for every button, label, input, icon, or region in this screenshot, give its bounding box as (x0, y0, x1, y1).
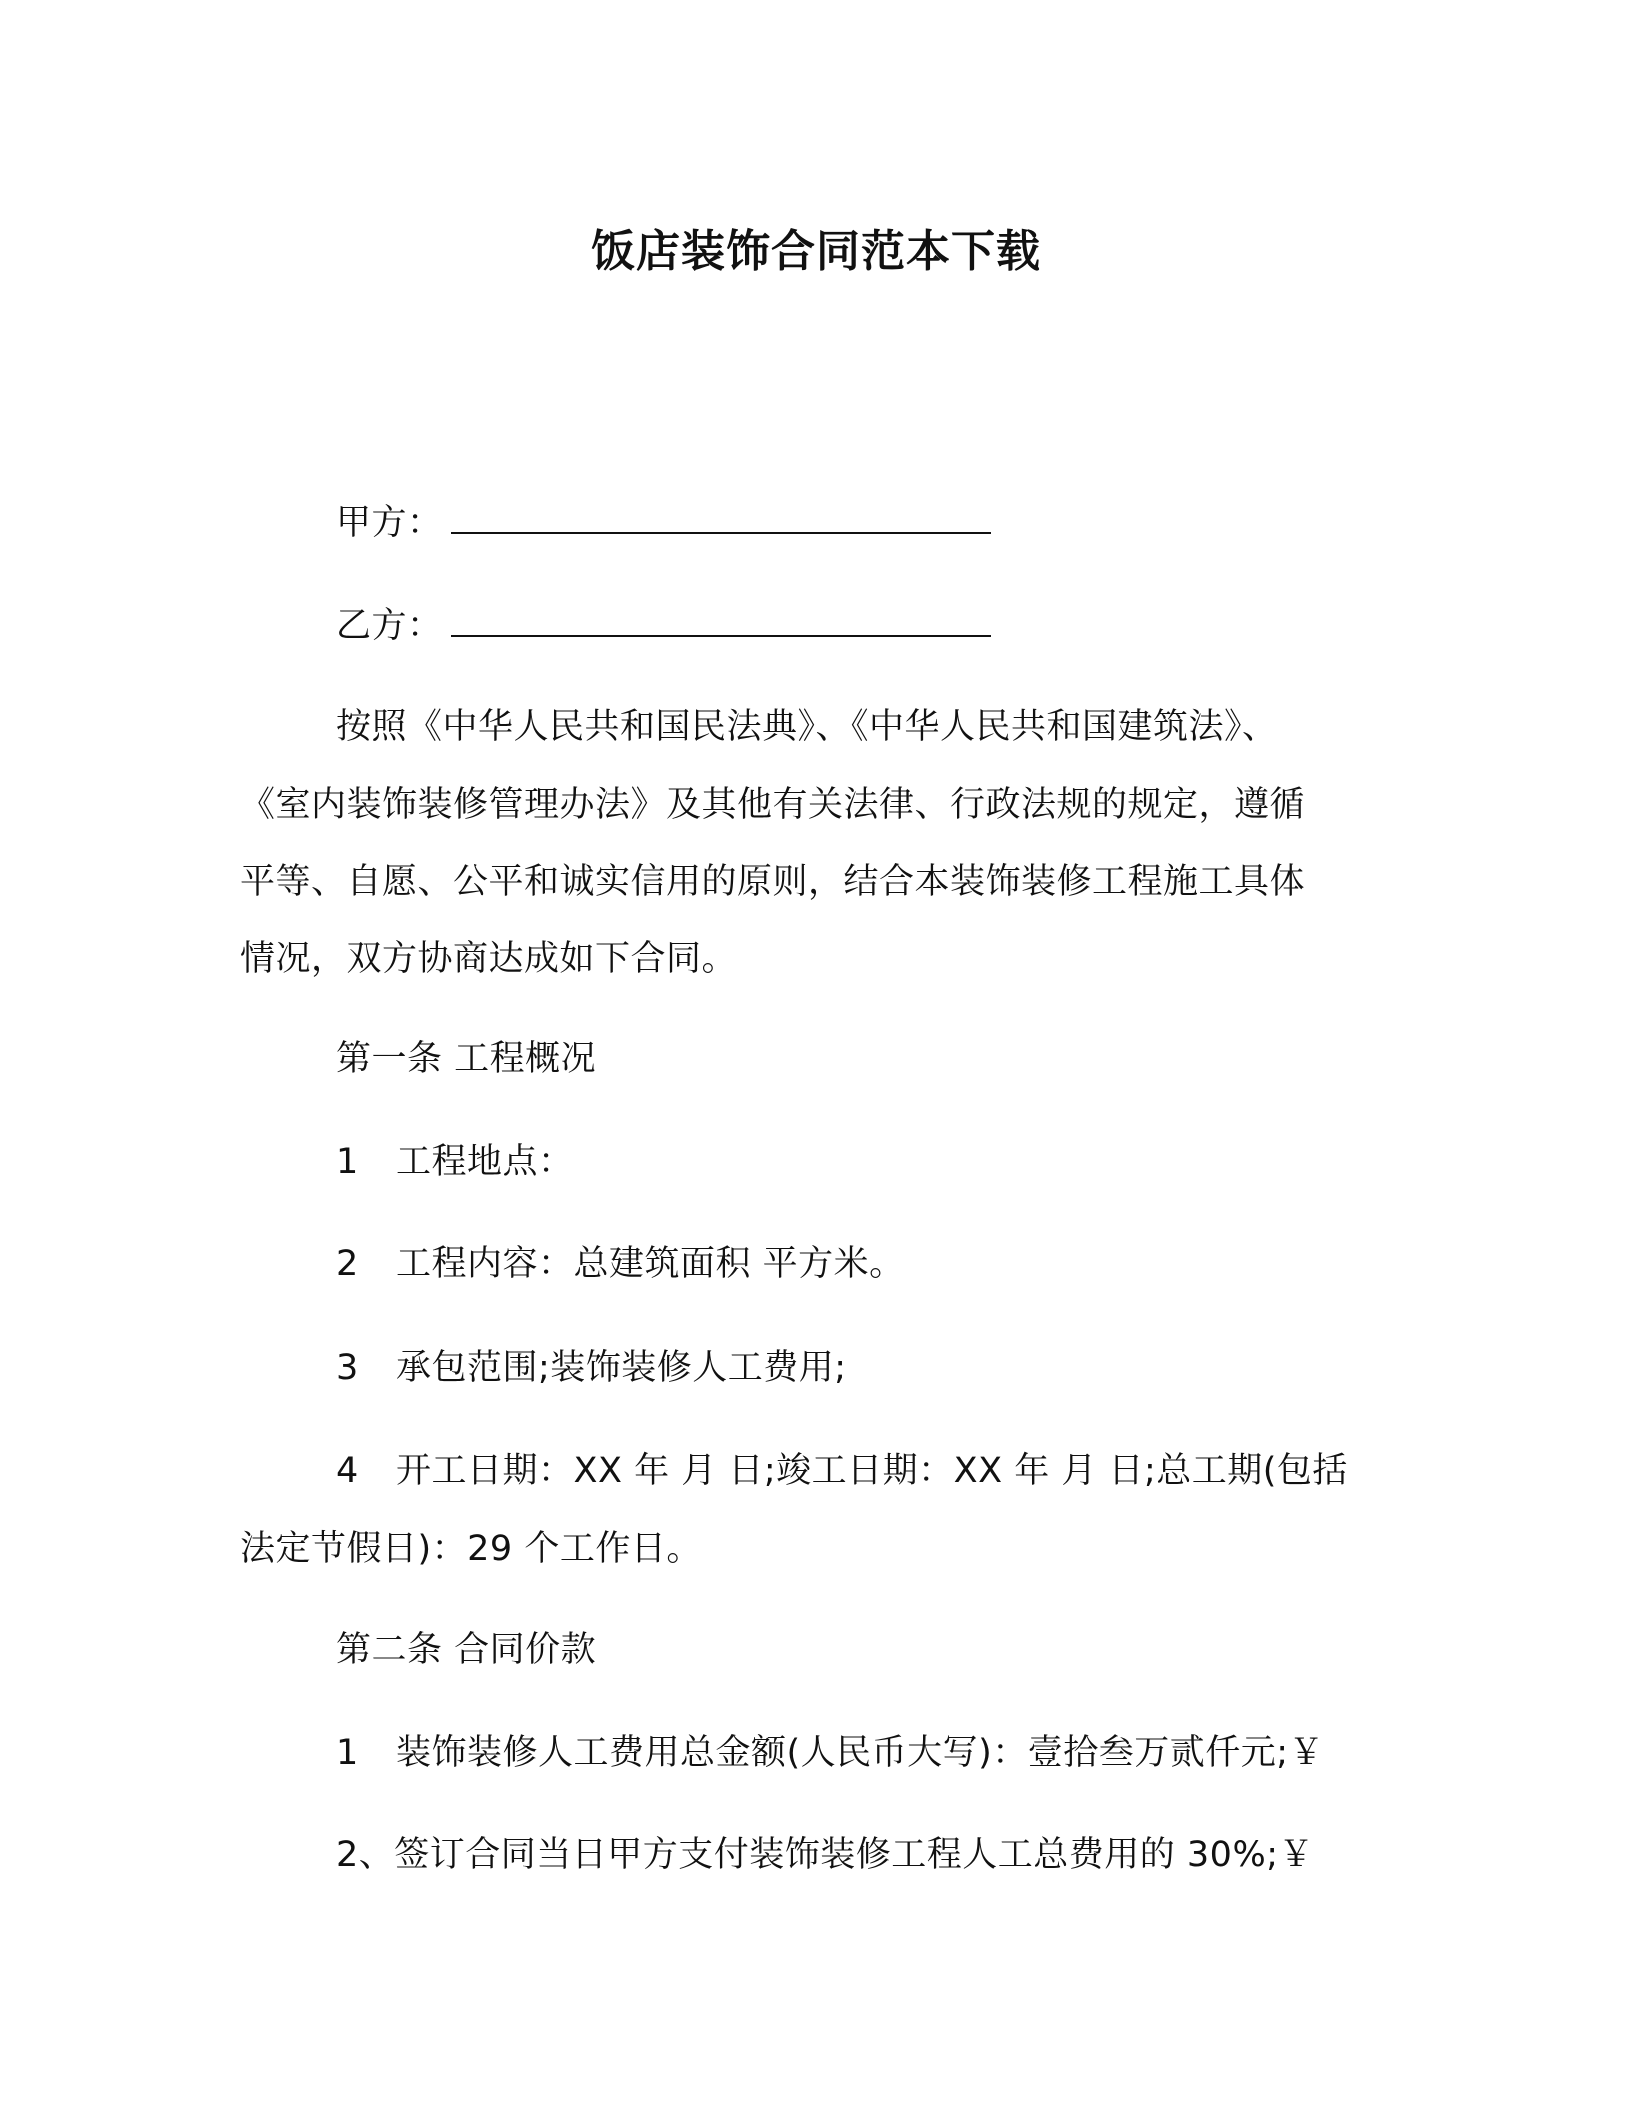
party-b-blank (451, 601, 991, 637)
article-1-item-3 (336, 1344, 847, 1392)
item-text: 签订合同当日甲方支付装饰装修工程人工总费用的 30%;￥ (394, 1835, 1314, 1875)
party-b-label: 乙方： (336, 606, 443, 646)
preamble-line-3: 平等、自愿、公平和诚实信用的原则，结合本装饰装修工程施工具体 (240, 862, 1306, 902)
item-text: 装饰装修人工费用总金额(人民币大写)：壹拾叁万贰仟元;￥ (396, 1733, 1325, 1773)
item-number: 2 (336, 1244, 359, 1284)
item-text: 开工日期：XX 年 月 日;竣工日期：XX 年 月 日;总工期(包括 (396, 1451, 1348, 1491)
article-2-heading: 第二条 合同价款 (336, 1630, 597, 1670)
preamble-line-2: 《室内装饰装修管理办法》及其他有关法律、行政法规的规定，遵循 (240, 785, 1306, 825)
item-text: 工程内容：总建筑面积 平方米。 (396, 1244, 905, 1284)
item-number: 2、 (336, 1835, 395, 1875)
party-b-line (336, 601, 991, 650)
item-text: 工程地点： (396, 1142, 574, 1182)
article-2-item-1 (336, 1729, 1324, 1777)
item-number: 1 (336, 1142, 359, 1182)
item-number: 4 (336, 1451, 359, 1491)
article-2-item-2 (336, 1831, 1314, 1879)
preamble-line-4: 情况，双方协商达成如下合同。 (240, 939, 738, 979)
item-number: 3 (336, 1348, 359, 1388)
article-1-heading: 第一条 工程概况 (336, 1039, 597, 1079)
item-number: 1 (336, 1733, 359, 1773)
preamble-line-1: 按照《中华人民共和国民法典》、《中华人民共和国建筑法》、 (336, 707, 1278, 747)
article-1-item-4-continuation: 法定节假日)：29 个工作日。 (240, 1529, 702, 1569)
item-text: 承包范围;装饰装修人工费用; (396, 1348, 847, 1388)
party-a-line (336, 498, 991, 547)
article-1-item-4 (336, 1447, 1348, 1495)
party-a-blank (451, 498, 991, 534)
article-1-item-2 (336, 1240, 905, 1288)
article-1-item-1 (336, 1138, 574, 1186)
party-a-label: 甲方： (336, 503, 443, 543)
document-title: 饭店装饰合同范本下载 (591, 226, 1041, 277)
